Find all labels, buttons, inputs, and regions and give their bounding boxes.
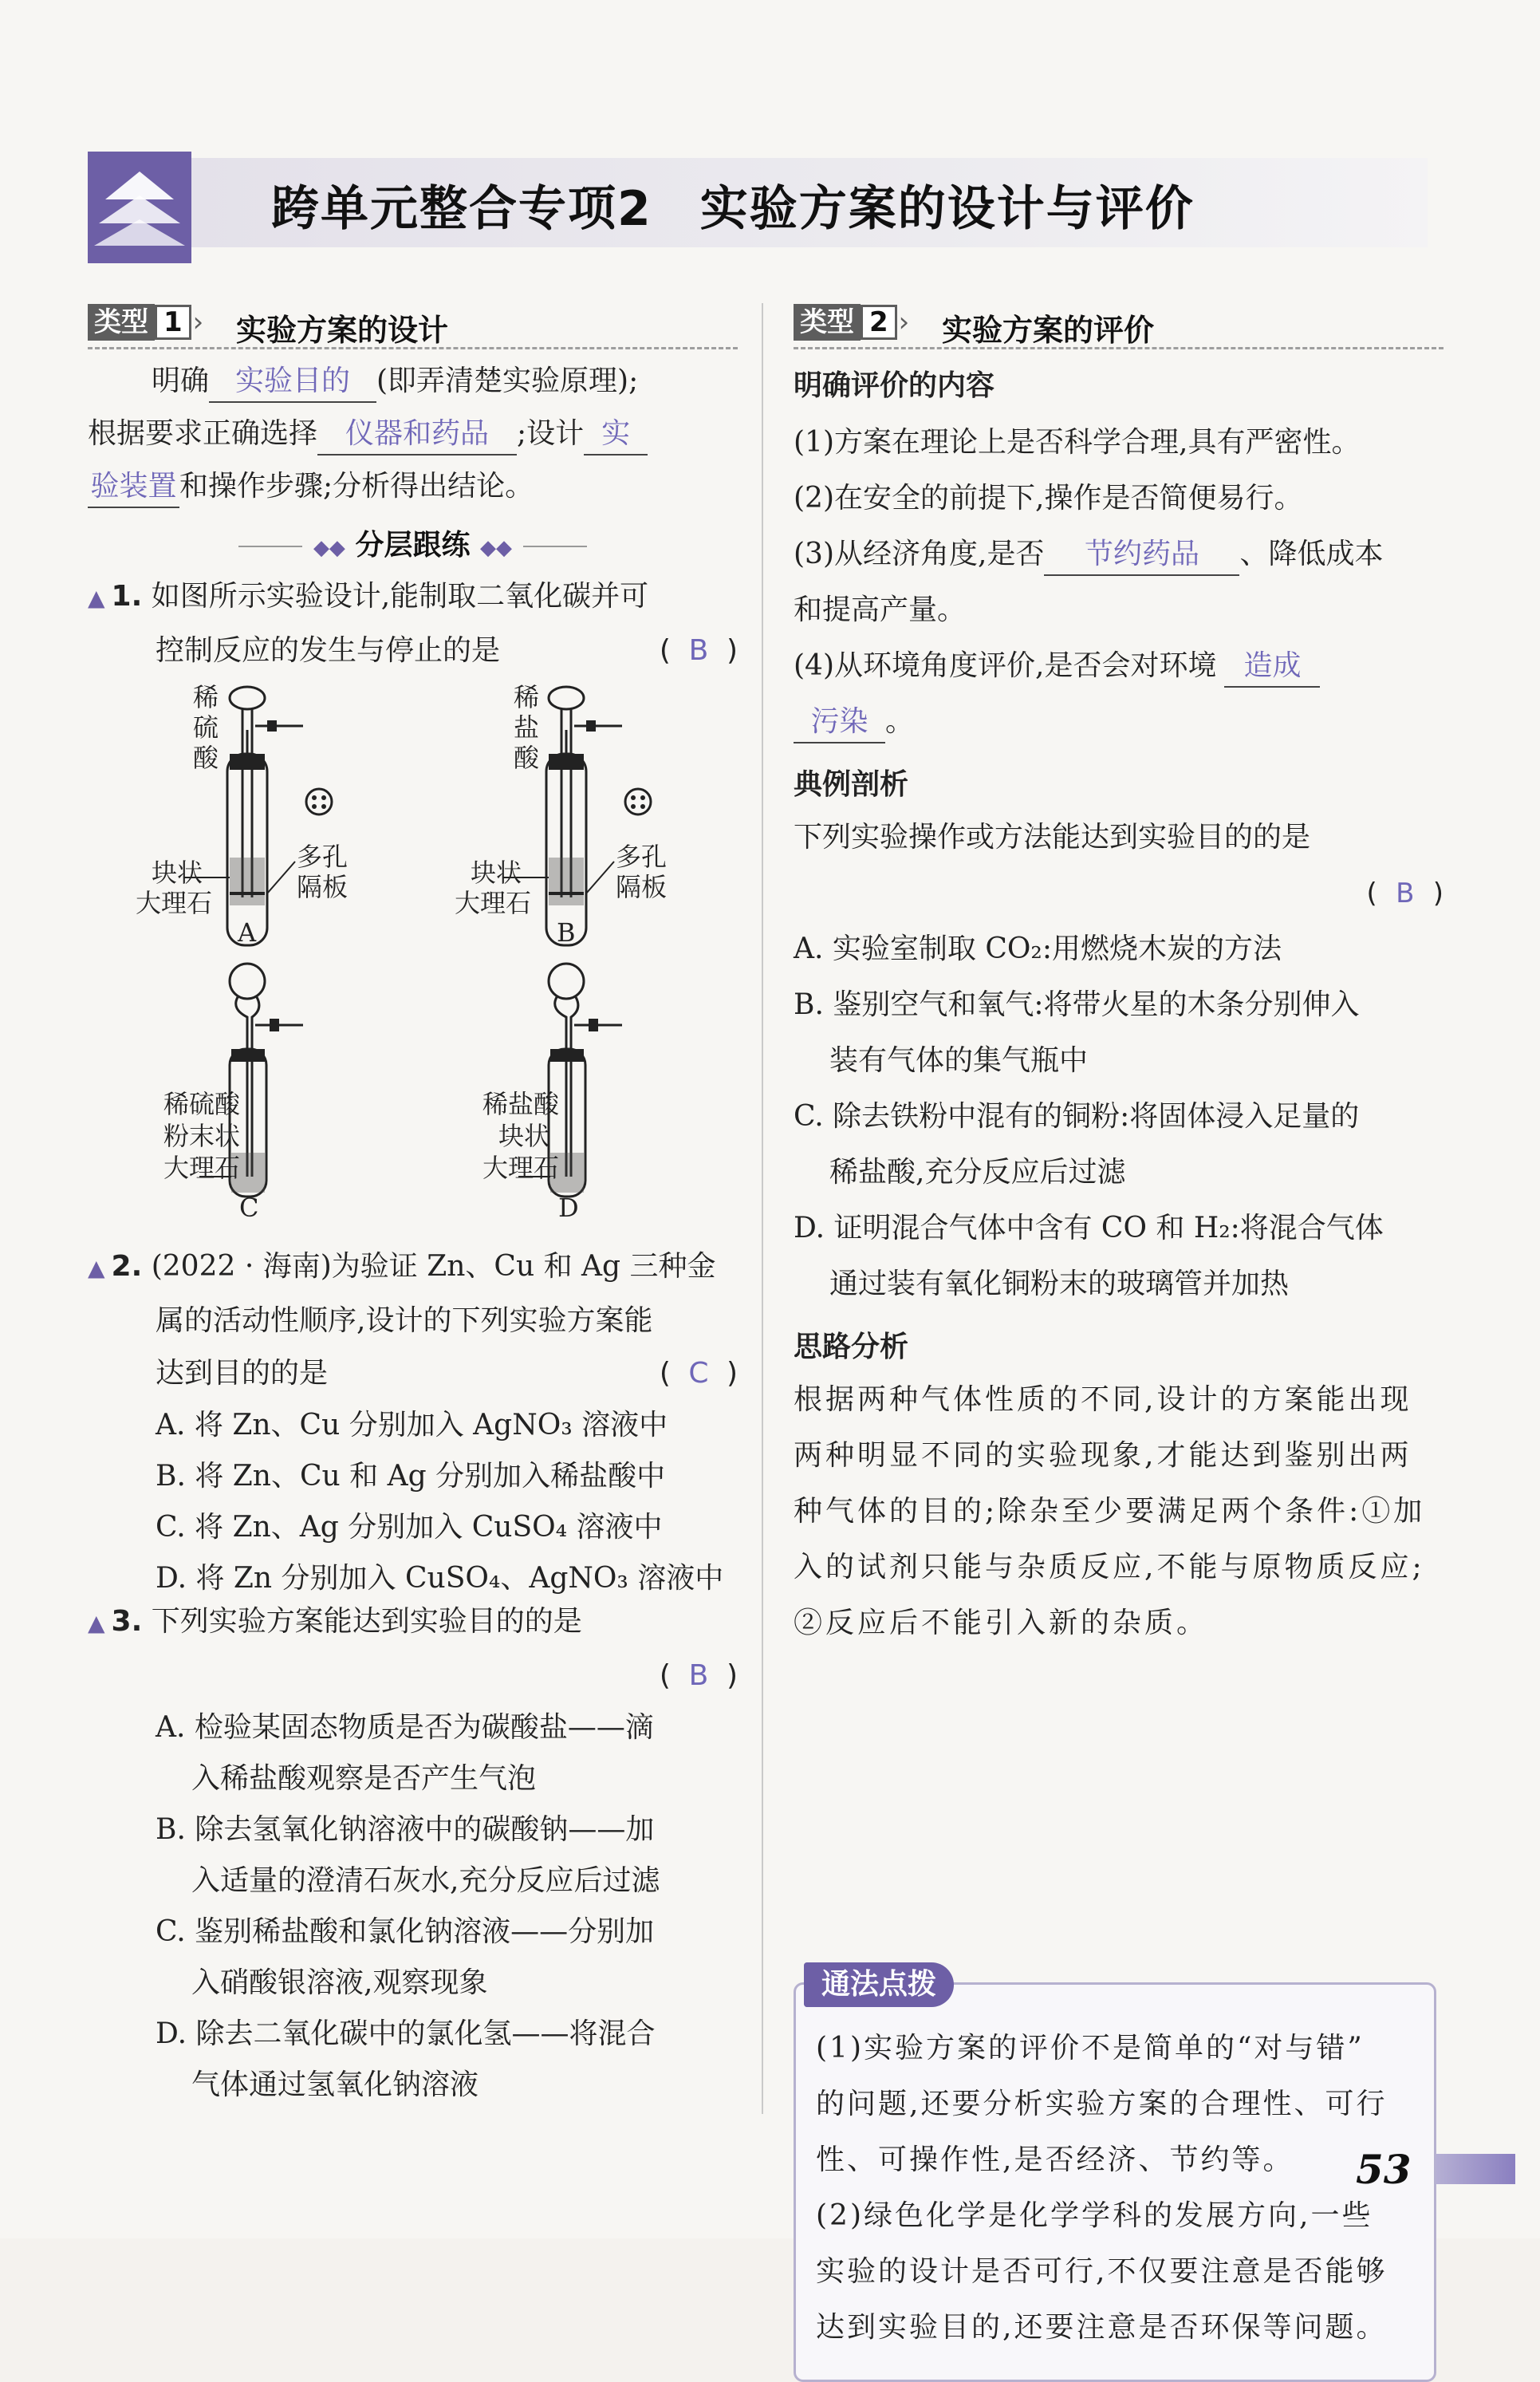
example-question: 下列实验操作或方法能达到实验目的的是: [794, 821, 1311, 854]
title-subtitle: 实验方案的设计与评价: [699, 181, 1195, 237]
type2-title: 实验方案的评价: [942, 313, 1155, 348]
option-b: B. 将 Zn、Cu 和 Ag 分别加入稀盐酸中: [156, 1460, 666, 1493]
apparatus-d-drawing: [407, 961, 726, 1225]
page-number-bar: [1436, 2154, 1515, 2184]
eval-item: [794, 526, 1444, 582]
apparatus-a: [88, 682, 407, 953]
question-number: 2.: [111, 1250, 143, 1283]
chevron-right-icon: ›: [898, 306, 910, 338]
type1-tag-label: 类型: [88, 304, 155, 341]
option-d: D. 将 Zn 分别加入 CuSO₄、AgNO₃ 溶液中: [156, 1562, 724, 1595]
option-d-cont: 气体通过氢氧化钠溶液: [191, 2068, 479, 2101]
analysis-text: 种气体的目的;除杂至少要满足两个条件:①加: [794, 1495, 1426, 1528]
blank-answer: 造成: [1224, 646, 1320, 688]
apparatus-b: [407, 682, 726, 953]
acid-label: 稀 盐 酸: [513, 682, 539, 773]
example-heading: 典例剖析: [794, 768, 909, 801]
solid-label: 块状: [471, 858, 522, 888]
diamond-icon: ◆◆: [480, 536, 513, 560]
section-heading: [88, 523, 738, 563]
option-a-cont: 入稀盐酸观察是否产生气泡: [191, 1762, 537, 1795]
option-c-cont: 入硝酸银溶液,观察现象: [191, 1966, 488, 1999]
plate-label: 多孔: [297, 842, 349, 872]
solid-label: 大理石: [482, 1153, 560, 1183]
plate-label: 隔板: [616, 872, 668, 902]
option-letter: C: [239, 1193, 259, 1223]
triangle-icon: ▲: [88, 585, 105, 611]
rule-left: [238, 546, 302, 547]
option-b-cont: 入适量的澄清石灰水,充分反应后过滤: [191, 1864, 660, 1897]
answer-choice: B: [1396, 877, 1415, 909]
type1-heading: [88, 299, 738, 349]
example-option-c: C. 除去铁粉中混有的铜粉:将固体浸入足量的: [794, 1100, 1360, 1133]
blank-answer: 仪器和药品: [317, 414, 517, 455]
rule-right: [523, 546, 587, 547]
option-b: B. 除去氢氧化钠溶液中的碳酸钠——加: [156, 1813, 655, 1846]
intro-text: 根据要求正确选择: [88, 417, 318, 450]
example-option-a: A. 实验室制取 CO₂:用燃烧木炭的方法: [794, 933, 1282, 965]
analysis-heading: 思路分析: [794, 1331, 909, 1363]
plate-label: 隔板: [297, 872, 349, 902]
eval-item-cont: [794, 694, 1444, 750]
acid-label: 稀盐酸: [482, 1089, 560, 1119]
option-letter: D: [558, 1193, 579, 1223]
tip-line: 的问题,还要分析实验方案的合理性、可行: [816, 2088, 1388, 2120]
example-option-b: B. 鉴别空气和氧气:将带火星的木条分别伸入: [794, 988, 1360, 1021]
blank-answer: 实验目的: [209, 361, 376, 403]
page-title: [271, 171, 1195, 239]
solid-label: 粉末状: [163, 1121, 241, 1151]
type2-tag-label: 类型: [794, 304, 861, 341]
option-a: A. 将 Zn、Cu 分别加入 AgNO₃ 溶液中: [156, 1409, 668, 1441]
column-divider: [762, 303, 763, 2114]
question-number: 1.: [111, 580, 143, 613]
option-letter: A: [238, 917, 257, 948]
apparatus-d: [407, 961, 726, 1225]
left-column: [88, 299, 738, 2134]
type1-tag: [88, 304, 203, 341]
type2-heading: [794, 299, 1444, 349]
option-d: D. 除去二氧化碳中的氯化氢——将混合: [156, 2017, 656, 2050]
blank-answer: 节约药品: [1044, 534, 1239, 576]
answer-choice: C: [688, 1357, 709, 1390]
section-title: 分层跟练: [355, 529, 471, 562]
pyramid-icon: [88, 152, 191, 263]
plate-label: 多孔: [616, 842, 668, 872]
solid-label: 大理石: [136, 888, 213, 918]
option-a: A. 检验某固态物质是否为碳酸盐——滴: [156, 1711, 654, 1744]
page-number: 53: [1356, 2146, 1412, 2193]
option-letter: B: [557, 917, 576, 948]
answer-choice: B: [688, 634, 709, 667]
eval-heading: 明确评价的内容: [794, 369, 995, 402]
tip-text: [816, 2021, 1418, 2356]
question-1: ▲ 1. 如图所示实验设计,能制取二氧化碳并可 控制反应的发生与停止的是 ( B ): [88, 570, 738, 677]
example-answer-row: ( B ): [794, 866, 1444, 921]
tip-line: 性、可操作性,是否经济、节约等。: [816, 2143, 1294, 2176]
diamond-icon: ◆◆: [313, 536, 345, 560]
solid-label: 块状: [498, 1121, 550, 1151]
option-c: C. 将 Zn、Ag 分别加入 CuSO₄ 溶液中: [156, 1511, 663, 1544]
solid-label: 大理石: [163, 1153, 241, 1183]
eval-text: 、降低成本: [1239, 538, 1384, 570]
apparatus-c-drawing: [88, 961, 407, 1225]
intro-text: 和操作步骤;分析得出结论。: [179, 470, 534, 503]
tip-tag: 通法点拨: [804, 1962, 954, 2007]
triangle-icon: ▲: [88, 1255, 105, 1281]
example-option-d: D. 证明混合气体中含有 CO 和 H₂:将混合气体: [794, 1212, 1384, 1244]
triangle-icon: ▲: [88, 1610, 105, 1636]
eval-text: 。: [885, 705, 915, 738]
tip-line: 达到实验目的,还要注意是否环保等问题。: [816, 2311, 1388, 2344]
title-number: 跨单元整合专项2: [271, 181, 652, 237]
tip-line: (2)绿色化学是化学学科的发展方向,一些: [816, 2199, 1373, 2232]
example-option-c-cont: 稀盐酸,充分反应后过滤: [829, 1156, 1126, 1189]
question-number: 3.: [111, 1605, 143, 1638]
question-text: 如图所示实验设计,能制取二氧化碳并可: [151, 580, 649, 613]
intro-text: ;设计: [517, 417, 585, 450]
chevron-right-icon: ›: [192, 306, 204, 338]
question-2: ▲ 2. (2022 · 海南)为验证 Zn、Cu 和 Ag 三种金 属的活动性顺序,设计的下列实验方案能 达到目的的是 ( C ) A. 将 Zn、Cu 分别加入 AgNO₃ 溶液中 B. 将 Zn、Cu 和 Ag 分别加入稀盐酸中 C. 将 Zn、Ag 分别加入 CuSO₄ 溶液中 D. 将 Zn 分别加入 CuSO₄、AgNO₃ 溶液中: [88, 1240, 738, 1604]
example-option-b-cont: 装有气体的集气瓶中: [829, 1044, 1089, 1077]
intro-paragraph: [88, 355, 738, 513]
eval-item: (2)在安全的前提下,操作是否简便易行。: [794, 482, 1303, 515]
question-text: (2022 · 海南)为验证 Zn、Cu 和 Ag 三种金: [151, 1250, 716, 1283]
acid-label: 稀 硫 酸: [192, 682, 219, 773]
blank-answer: 污染: [794, 702, 885, 743]
type1-title: 实验方案的设计: [236, 313, 449, 348]
question-text: 下列实验方案能达到实验目的的是: [151, 1605, 582, 1638]
intro-text: (即弄清楚实验原理);: [376, 365, 639, 397]
blank-answer: 验装置: [88, 467, 179, 508]
analysis-text: 两种明显不同的实验现象,才能达到鉴别出两: [794, 1439, 1412, 1472]
example-option-d-cont: 通过装有氧化铜粉末的玻璃管并加热: [829, 1268, 1290, 1300]
eval-item: [794, 638, 1444, 694]
type2-tag-number: 2: [861, 305, 897, 340]
analysis-text: ②反应后不能引入新的杂质。: [794, 1607, 1209, 1639]
eval-text: (4)从环境角度评价,是否会对环境: [794, 649, 1217, 682]
question-text: 达到目的的是: [156, 1357, 329, 1390]
tip-line: 实验的设计是否可行,不仅要注意是否能够: [816, 2255, 1388, 2288]
analysis-text: 入的试剂只能与杂质反应,不能与原物质反应;: [794, 1551, 1425, 1583]
apparatus-c: [88, 961, 407, 1225]
intro-text: 明确: [152, 365, 210, 397]
eval-item: (1)方案在理论上是否科学合理,具有严密性。: [794, 426, 1361, 459]
solid-label: 大理石: [455, 888, 532, 918]
tip-line: (1)实验方案的评价不是简单的“对与错”: [816, 2032, 1365, 2065]
type2-tag: [794, 304, 909, 341]
blank-answer: 实: [584, 414, 648, 455]
eval-text: (3)从经济角度,是否: [794, 538, 1045, 570]
page-header: [88, 152, 1444, 263]
question-text: 控制反应的发生与停止的是: [156, 634, 501, 667]
type1-tag-number: 1: [155, 305, 191, 340]
tip-box: [794, 1968, 1436, 2382]
answer-choice: B: [688, 1659, 709, 1692]
question-3: ▲ 3. 下列实验方案能达到实验目的的是 ( B ) A. 检验某固态物质是否为碳酸盐——滴 入稀盐酸观察是否产生气泡 B. 除去氢氧化钠溶液中的碳酸钠——加 入适量的澄清石灰水,充分反应后过滤 C. 鉴别稀盐酸和氯化钠溶液——分别加 入硝酸银溶液,观察现象 D. 除去二氧化碳中的氯化氢——将混合 气体通过氢氧化钠溶液: [88, 1595, 738, 2111]
option-c: C. 鉴别稀盐酸和氯化钠溶液——分别加: [156, 1915, 655, 1948]
acid-label: 稀硫酸: [163, 1089, 241, 1119]
analysis-text: 根据两种气体性质的不同,设计的方案能出现: [794, 1383, 1412, 1416]
eval-item-cont: 和提高产量。: [794, 594, 967, 626]
question-text: 属的活动性顺序,设计的下列实验方案能: [156, 1304, 653, 1337]
solid-label: 块状: [152, 858, 203, 888]
